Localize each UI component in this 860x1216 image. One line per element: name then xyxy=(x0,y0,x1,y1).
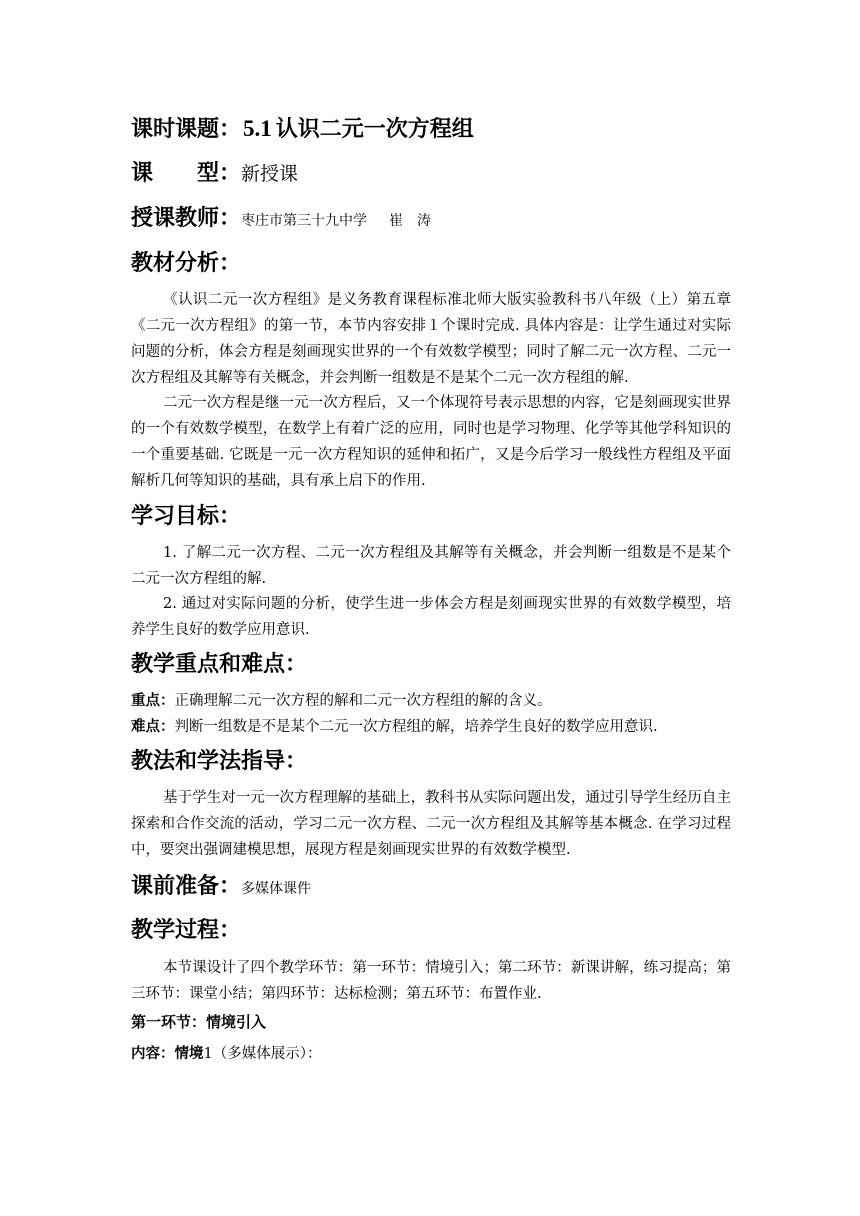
title-label: 课时课题： xyxy=(131,117,242,142)
lesson-teacher xyxy=(131,205,431,235)
goal-1: 1. 了解二元一次方程、二元一次方程组及其解等有关概念，并会判断一组数是不是某个二元一次方程组的解. xyxy=(131,545,731,587)
difficult-label: 难点： xyxy=(131,719,175,735)
title-code: 5.1 xyxy=(243,116,272,141)
content-label: 内容： xyxy=(131,1046,175,1062)
content-rest: 1（多媒体展示）： xyxy=(203,1046,322,1062)
goals-heading: 学习目标： xyxy=(131,504,242,529)
title-text: 认识二元一次方程组 xyxy=(275,117,474,142)
material-heading: 教材分析： xyxy=(131,251,242,276)
method-paragraph: 基于学生对一元一次方程理解的基础上，教科书从实际问题出发，通过引导学生经历自主探索和合作交流的活动，学习二元一次方程、二元一次方程组及其解等基本概念. 在学习过程中，要突出强调建模思想，展现方程是刻画现实世界的有效数学模型. xyxy=(131,790,731,858)
keypoints-heading: 教学重点和难点： xyxy=(131,652,308,677)
process-paragraph: 本节课设计了四个教学环节：第一环节：情境引入；第二环节：新课讲解，练习提高；第三环节：课堂小结；第四环节：达标检测；第五环节：布置作业. xyxy=(131,960,731,1002)
process-heading: 教学过程： xyxy=(131,918,242,943)
lesson-type xyxy=(131,160,298,188)
goal-2: 2. 通过对实际问题的分析，使学生进一步体会方程是刻画现实世界的有效数学模型，培养学生良好的数学应用意识. xyxy=(131,596,731,638)
difficult-point xyxy=(131,714,731,740)
stage1-heading: 第一环节：情境引入 xyxy=(131,1013,267,1031)
key-text: 正确理解二元一次方程的解和二元一次方程组的解的含义。 xyxy=(174,693,552,709)
prep-row xyxy=(131,873,311,903)
key-point xyxy=(131,688,731,714)
type-label-1: 课 xyxy=(131,161,154,186)
content-line xyxy=(131,1041,731,1067)
teacher-label: 授课教师： xyxy=(131,206,242,231)
prep-heading: 课前准备： xyxy=(131,874,242,899)
material-paragraph-1: 《认识二元一次方程组》是义务教育课程标准北师大版实验教科书八年级（上）第五章《二元一次方程组》的第一节，本节内容安排１个课时完成. 具体内容是：让学生通过对实际问题的分析，体会方程是刻画现实世界的一个有效数学模型；同时了解二元一次方程、二元一次方程组及其解等有关概念，并会判断一组数是不是某个二元一次方程组的解. xyxy=(131,292,731,386)
content-lead: 情境 xyxy=(174,1046,204,1062)
type-value: 新授课 xyxy=(241,163,299,185)
method-heading: 教法和学法指导： xyxy=(131,749,308,774)
type-label-2: 型： xyxy=(197,161,242,186)
material-paragraph-2: 二元一次方程是继一元一次方程后，又一个体现符号表示思想的内容，它是刻画现实世界的一个有效数学模型，在数学上有着广泛的应用，同时也是学习物理、化学等其他学科知识的一个重要基础. 它既是一元一次方程知识的延伸和拓广，又是今后学习一般线性方程组及平面解析几何等知识的基础，具有承上启下的作用. xyxy=(131,395,731,489)
teacher-name: 崔 涛 xyxy=(389,213,432,229)
teacher-school: 枣庄市第三十九中学 xyxy=(241,213,368,229)
lesson-title xyxy=(131,115,474,144)
difficult-text: 判断一组数是不是某个二元一次方程组的解，培养学生良好的数学应用意识. xyxy=(174,719,658,735)
prep-value: 多媒体课件 xyxy=(241,881,312,897)
key-label: 重点： xyxy=(131,693,175,709)
